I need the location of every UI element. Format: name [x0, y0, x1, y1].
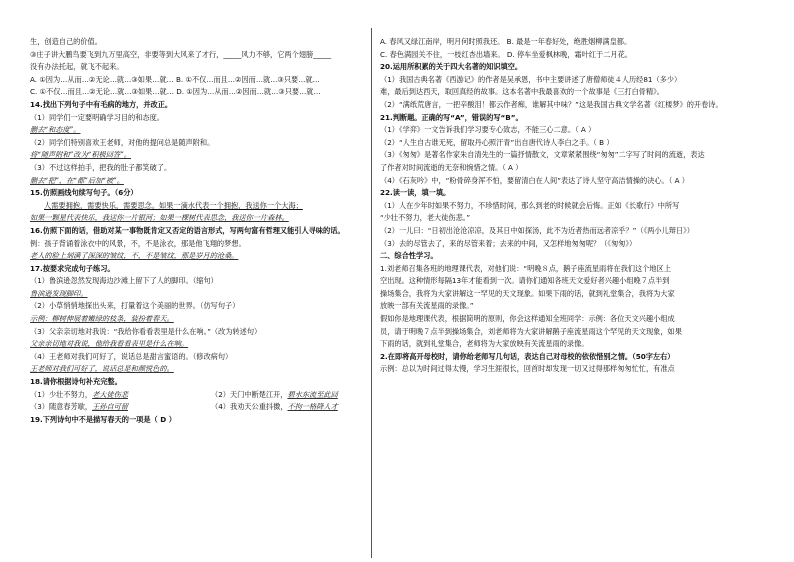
- text-line: （2）同学们特别喜欢王老师，对他的提问总是随声附和。: [30, 137, 215, 147]
- handwritten-answer: 如果一颗星代表快乐，我送你一片银河；如果一棵树代表思念，我送你一片森林。: [30, 213, 289, 223]
- text-line: ③庄子讲大鹏鸟要飞到九万里高空，非要等到大风来了才行，_____风力不够，它两个翅膀_____: [30, 49, 332, 59]
- handwritten-answer: 王老师对我们可好了，说话总是和颜悦色的。: [30, 364, 174, 374]
- text-line: 示例：总以为时间过得太慢，学习生涯很长，回首时却发现一切又过得那样匆匆忙忙，有准点: [380, 364, 675, 374]
- text-line: 操场集合，我将为大家讲解这一罕见的天文现象。如果下雨的话，就到礼堂集合，我将为大家: [380, 288, 675, 298]
- text-line: 空出现。这种情形每隔13年才能看到一次。请你们通知各班天文爱好者兴趣小组晚７点半到: [380, 276, 670, 286]
- poem-fill-row: [30, 389, 392, 402]
- handwritten-answer: 老大徒伤悲: [92, 389, 129, 399]
- handwritten-answer: 不拘一格降人才: [287, 402, 338, 412]
- text-line: （3）父亲亲切地对我说：“我给你看看表里是什么在响。”（改为转述句）: [30, 326, 262, 336]
- text-line: C. ①不仅…而且…②无论…就…③如果…就… D. ①因为…从而…②因而…就…③只要…就…: [30, 87, 321, 97]
- text-line: 放映一部有关流星雨的录像。”: [380, 301, 474, 311]
- handwritten-answer: 删去“把”，在“都”后加“被”。: [30, 175, 124, 185]
- handwritten-answer: 王孙自可留: [92, 402, 129, 412]
- text-line: （3）《匆匆》是著名作家朱自清先生的一篇抒情散文，文章紧紧围绕“匆匆”二字写了时间的流逝，表达: [380, 150, 705, 160]
- text-line: （1）我国古典名著《西游记》的作者是吴承恩，书中主要讲述了唐僧师徒４人历经81（多少）: [380, 74, 682, 84]
- question-heading: 二、综合性学习。: [380, 251, 438, 261]
- text-line: （2）小草悄悄地探出头来，打量着这个美丽的世界。（仿写句子）: [30, 301, 240, 311]
- text-line: 假如你是地理课代表，根据简明的原则，你会这样通知全班同学：示例：各位天文兴趣小组成: [380, 314, 675, 324]
- text-line: （1）同学们一定要明确学习目的和态度。: [30, 112, 164, 122]
- text-line: （1）《学弈》一文告诉我们学习要专心致志，不能三心二意。（ A ）: [380, 125, 596, 135]
- text-line: A. ①因为…从而…②无论…就…③如果…就… B. ①不仅…而且…②因而…就…③只要…就…: [30, 74, 320, 84]
- handwritten-answer: 示例：柳树伸展着嫩绿的枝条，装扮着春天。: [30, 314, 174, 324]
- poem-prompt: （3）随意春芳歇，王孙自可留: [30, 402, 129, 412]
- question-heading: 19.下列诗句中不是描写春天的一项是（ D ）: [30, 414, 176, 424]
- text-line: （3）不过这样拍手，把我的肚子都笑破了。: [30, 162, 172, 172]
- text-line: （2）“人生自古谁无死，留取丹心照汗青”出自唐代诗人李白之手。（ B ）: [380, 137, 614, 147]
- poem-prompt: （1）少壮不努力，老大徒伤悲: [30, 389, 129, 399]
- text-line: （4）王老师对我们可好了，说话总是甜言蜜语的。（修改病句）: [30, 351, 233, 361]
- text-line: 1.刘老师召集各班的地理课代表，对他们说：“明晚８点，鹅子座流星雨将在我们这个地区上: [380, 263, 671, 273]
- text-line: 人需要拥抱，需要快乐，需要思念。如果一滴水代表一个拥抱，我送你一个大海；: [44, 200, 303, 210]
- question-heading: 17.按要求完成句子练习。: [30, 263, 115, 273]
- text-line: （1）人在少年时如果不努力，不珍惜时间，那么到老的时候就会后悔。正如《长歌行》中所写: [380, 200, 680, 210]
- text-line: C. 春色满园关不住，一枝红杏出墙来。 D. 停车坐爱枫林晚，霜叶红于二月花。: [380, 49, 632, 59]
- question-heading: 21.判断题。正确的写“A”，错误的写“B”。: [380, 112, 523, 122]
- text-line: 生，创造自己的价值。: [30, 37, 102, 46]
- handwritten-answer: 老人的脸上刻满了深深的皱纹，不，不是皱纹，那是岁月的沧桑。: [30, 251, 239, 261]
- text-line: 例：孩子背诵着泳衣中的风景，不，不是泳衣，那是他飞翔的梦想。: [30, 238, 246, 248]
- poem-prompt: （4）我劝天公重抖擞，不拘一格降人才: [211, 402, 338, 412]
- handwritten-answer: 删去“和态度”。: [30, 125, 81, 135]
- handwritten-answer: 碧水东流至此回: [287, 389, 338, 399]
- question-heading: 2.在即将高开母校时，请你给老师写几句话，表达自己对母校的依依惜别之情。（50字左右）: [380, 351, 675, 361]
- text-line: （3）去的尽管去了，来的尽管来着；去来的中间，又怎样地匆匆呢？（《匆匆》）: [380, 238, 637, 248]
- poem-prompt: （2）天门中断楚江开，碧水东流至此回: [211, 389, 338, 399]
- text-line: 没有办法托起，就飞不起来。: [30, 62, 124, 72]
- text-line: A. 春风又绿江南岸，明月何时照我还。 B. 最是一年春好处，绝胜烟柳满皇都。: [380, 37, 632, 46]
- text-line: 难，最后到达西天，取回真经的故事。这本名著中我最喜欢的一个故事是《三打白骨精》。: [380, 87, 664, 97]
- text-line: 下雨的话，就到礼堂集合，老师将为大家放映有关流星雨的录像。: [380, 339, 589, 349]
- handwritten-answer: 将“随声附和”改为“积极回答”。: [30, 150, 131, 160]
- handwritten-answer: 鲁滨逊发现脚印。: [30, 288, 88, 298]
- text-line: 员，请于明晚７点半到操场集合，刘老师将为大家讲解鹅子座流星雨这个罕见的天文现象，如果: [380, 326, 682, 336]
- question-heading: 22.读一读，填一填。: [380, 188, 451, 198]
- question-heading: 20.运用所积累的关于四大名著的知识填空。: [380, 62, 523, 72]
- handwritten-answer: 父亲亲切地对我说，他给我看看表里是什么在响。: [30, 339, 189, 349]
- right-column: [380, 36, 764, 376]
- text-line: 了作者对时间流逝的无奈和惋惜之情。（ A ）: [380, 162, 523, 172]
- question-heading: 15.仿照画线句续写句子。（6分）: [30, 188, 138, 198]
- question-heading: 14.找出下列句子中有毛病的地方，并改正。: [30, 99, 173, 109]
- question-heading: 18.请你根据诗句补充完整。: [30, 377, 122, 387]
- text-line: “少壮不努力，老大徒伤悲。”: [380, 213, 471, 223]
- text-line: （2）一儿曰：“日初出沧沧凉凉，及其日中如探汤，此不为近者热而远者凉乎？”（《两小儿辩日》）: [380, 225, 694, 235]
- left-column: [30, 36, 392, 426]
- question-heading: 16.仿照下面的话，借助对某一事物既肯定又否定的语言形式，写两句富有哲理又能引人寻味的话。: [30, 225, 345, 235]
- poem-fill-row: [30, 401, 392, 414]
- text-line: （1）鲁滨逊忽然发现海边沙滩上留下了人的脚印。（缩句）: [30, 276, 218, 286]
- text-line: （2）“满纸荒唐言，一把辛酸泪！都云作者痴，谁解其中味？”这是我国古典文学名著《红楼梦》的开卷诗。: [380, 99, 723, 109]
- text-line: （4）《石灰吟》中，“粉骨碎身浑不怕，要留清白在人间”表达了诗人坚守高洁情操的决心。（ A ）: [380, 175, 689, 185]
